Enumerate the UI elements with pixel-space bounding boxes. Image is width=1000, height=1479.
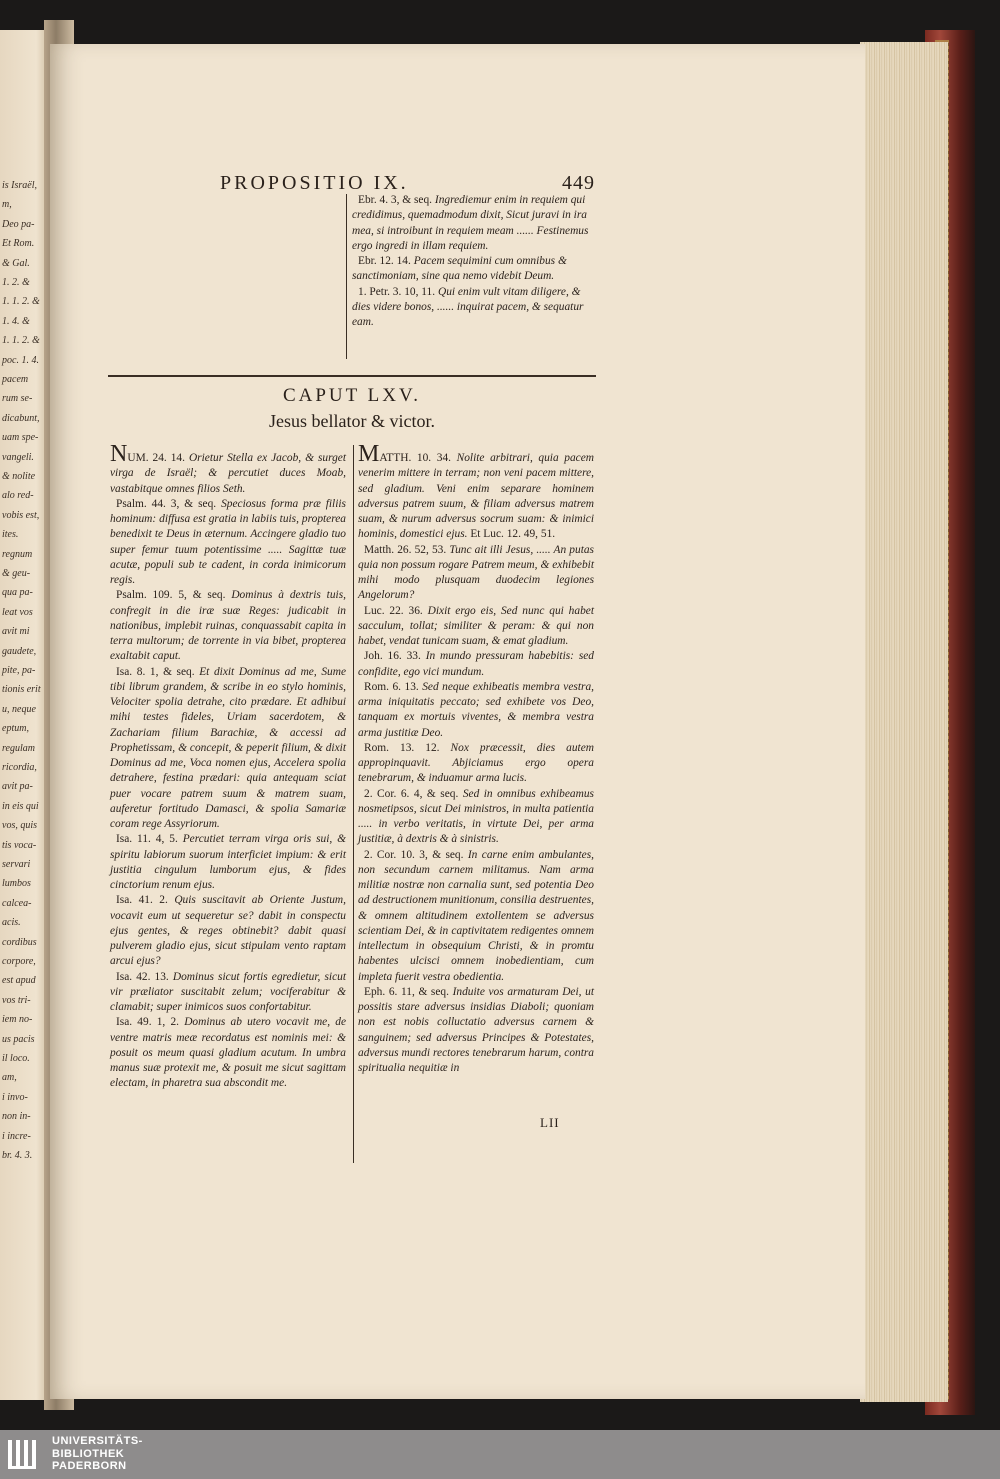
previous-page-fragment: avit mi — [2, 626, 30, 638]
scripture-text: Percutiet terram virga oris sui, & spiritu labiorum suorum interficiet impium: & erit justitia cingulum lumborum ejus, & fides cinctorium renum ejus. — [110, 833, 346, 891]
previous-page-fragment: vos, quis — [2, 820, 37, 832]
scripture-reference: Eph. 6. 11, & seq. — [364, 985, 449, 998]
previous-page-fragment: & Gal. — [2, 257, 30, 269]
previous-page-fragment: dicabunt, — [2, 412, 40, 424]
scripture-reference: Rom. 6. 13. — [364, 680, 419, 693]
running-head: PROPOSITIO IX. — [220, 172, 409, 194]
scripture-entry — [110, 588, 346, 664]
scripture-text: Nox præcessit, dies autem appropinquavit. Abjiciamus ergo opera tenebrarum, & induamur arma lucis. — [358, 741, 594, 785]
scripture-entry — [358, 787, 594, 848]
previous-page-fragment: eptum, — [2, 723, 29, 735]
scripture-reference: Psalm. 109. 5, & seq. — [116, 589, 226, 602]
library-name-line1: UNIVERSITÄTS- — [52, 1435, 143, 1447]
library-name-line2: BIBLIOTHEK — [52, 1447, 125, 1460]
reference-divider — [346, 194, 347, 359]
previous-page-fragment: servari — [2, 859, 31, 870]
scripture-text: Dominus ab utero vocavit me, de ventre matris meæ recordatus est nominis mei: & posuit os meum quasi gladium acutum. In umbra manus suæ protexit me, & posuit me sicut sagittam electam, in pharetra sua abscondit me. — [110, 1016, 346, 1090]
previous-page-fragment: us pacis — [2, 1033, 35, 1045]
scripture-entry — [358, 543, 594, 604]
scripture-entry — [358, 848, 594, 985]
scripture-text: Dominus à dextris tuis, confregit in die iræ suæ Reges: judicabit in nationibus, implebit ruinas, conquassabit capita in terra multorum; de torrente in via bibet, propterea exaltabit caput. — [110, 589, 346, 663]
previous-page-fragment: vangeli. — [2, 451, 34, 463]
scripture-reference: 2. Cor. 10. 3, & seq. — [364, 848, 464, 861]
scripture-text: Qui enim vult vitam diligere, & dies videre bonos, ...... inquirat pacem, & sequatur eam. — [352, 285, 584, 329]
page-number: 449 — [562, 172, 595, 194]
scripture-text: Tunc ait illi Jesus, ..... An putas quia non possum rogare Patrem meum, & exhibebit mihi modo plusquam duodecim legiones Angelorum? — [358, 543, 594, 602]
scripture-text: Nolite arbitrari, quia pacem venerim mittere in terram; non veni pacem mittere, sed gladium. Veni enim separare hominem adversus patrem suum, & filiam adversus matrem suam, & nurum adversus socrum suam: & inimici hominis, domestici ejus. — [358, 452, 595, 541]
scripture-text: In mundo pressuram habebitis: sed confidite, ego vici mundum. — [358, 650, 594, 678]
scripture-text: Ingrediemur enim in requiem qui credidimus, quemadmodum dixit, Sicut juravi in ira mea, si introibunt in requiem meam ...... Festinemus ergo ingredi in illam requiem. — [352, 194, 589, 252]
previous-page-fragment: rum se- — [2, 393, 33, 405]
previous-page-fragment: 1. 1. 2. & — [2, 296, 40, 308]
previous-page-fragment: in eis qui — [2, 800, 39, 812]
scripture-entry — [110, 497, 346, 589]
scripture-entry — [110, 665, 346, 833]
previous-page-fragment: vobis est, — [2, 509, 40, 521]
library-name-line3: PADERBORN — [52, 1460, 127, 1472]
scripture-reference: 2. Cor. 6. 4, & seq. — [364, 787, 459, 800]
scripture-entry — [110, 441, 346, 497]
scripture-entry — [110, 1015, 346, 1091]
drop-capital: M — [358, 441, 380, 467]
previous-page-fragment: am, — [2, 1072, 17, 1084]
chapter-subtitle: Jesus bellator & victor. — [269, 411, 435, 431]
scripture-text: Dominus sicut fortis egredietur, sicut vir præliator suscitabit zelum; vociferabitur & clamabit; super inimicos suos confortabitur. — [110, 970, 346, 1013]
scripture-reference: Psalm. 44. 3, & seq. — [116, 497, 217, 510]
scripture-entry — [358, 604, 594, 650]
scripture-entry — [358, 680, 594, 741]
scripture-text: Sed in omnibus exhibeamus nosmetipsos, sicut Dei ministros, in multa patientia ..... in verbo veritatis, in virtute Dei, per arma justitiæ, à dextris & à sinistris. — [358, 787, 594, 846]
scripture-entry — [352, 254, 592, 285]
chapter-title: CAPUT LXV. — [282, 385, 422, 406]
left-column — [110, 441, 347, 1092]
previous-page-fragment: 1. 1. 2. & — [2, 335, 40, 347]
scripture-entry — [358, 741, 594, 787]
scripture-entry — [110, 893, 346, 969]
previous-page-fragment: gaudete, — [2, 645, 37, 657]
scripture-entry — [358, 985, 594, 1077]
scripture-text: Speciosus forma præ filiis hominum: diffusa est gratia in labiis tuis, propterea benedixit te Deus in æternum. Accingere gladio tuo super femur tuum potentissime ..... Sagittæ tuæ acutæ, populi sub te cadent, in corda inimicorum regis. — [110, 497, 346, 586]
section-rule — [108, 375, 596, 377]
scripture-text: In carne enim ambulantes, non secundum carnem militamus. Nam arma militiæ nostræ non carnalia sunt, sed potentia Deo ad destructionem munitionum, consilia destruentes, & omnem altitudinem extollentem se adversus scientiam Dei, & in captivitatem redigentes omnem intellectum in obsequium Christi, & in promtu habentes ulcisci omnem inobedientiam, cum impleta fuerit vestra obedientia. — [358, 848, 594, 983]
scripture-reference: Isa. 49. 1, 2. — [116, 1016, 179, 1029]
previous-page-fragment: non in- — [2, 1111, 31, 1123]
previous-page-fragment: calcea- — [2, 897, 32, 909]
previous-page-fragment: alo red- — [2, 490, 34, 502]
library-name — [52, 1435, 143, 1473]
previous-page-fragment: is Israël, — [2, 180, 37, 191]
previous-page-fragment: est apud — [2, 975, 36, 987]
previous-page-fragment: iem no- — [2, 1014, 33, 1026]
page-fore-edge — [860, 42, 948, 1402]
previous-page-fragment: & geu- — [2, 568, 31, 579]
scripture-text: Sed neque exhibeatis membra vestra, arma iniquitatis peccato; sed exhibete vos Deo, tanquam ex mortuis viventes, & membra vestra arma justitiæ Deo. — [358, 680, 594, 739]
scripture-reference: Isa. 8. 1, & seq. — [116, 665, 195, 678]
scripture-entry — [358, 441, 595, 543]
previous-page-fragment: Deo pa- — [2, 218, 35, 230]
previous-page-fragment: pacem — [2, 374, 29, 385]
previous-page-fragment: i invo- — [2, 1091, 28, 1103]
previous-page-fragment: regulam — [2, 742, 35, 754]
previous-page-fragment: acis. — [2, 917, 21, 929]
drop-capital: N — [110, 441, 128, 467]
scripture-reference: Rom. 13. 12. — [364, 741, 440, 754]
previous-page-fragment: br. 4. 3. — [2, 1150, 33, 1161]
scripture-text: Et dixit Dominus ad me, Sume tibi librum grandem, & scribe in eo stylo hominis, Velociter spolia detrahe, cito prædare. Et adhibui mihi testes fideles, Uriam sacerdotem, & Zachariam filium Barachiæ, & accessi ad Prophetissam, & concepit, & peperit filium, & dixit Dominus ad me, Voca nomen ejus, Accelera spolia detrahere, festina prædari: quia antequam sciat puer vocare patrem suum & matrem suam, auferetur fortitudo Damasci, & spolia Samariæ coram rege Assyriorum. — [110, 665, 347, 830]
scripture-text: Orietur Stella ex Jacob, & surget virga de Israël; & percutiet duces Moab, vastabitque omnes filios Seth. — [110, 452, 346, 495]
previous-page-fragment: il loco. — [2, 1053, 30, 1064]
previous-page-fragment: corpore, — [2, 956, 36, 967]
scripture-reference: Et Luc. 12. 49, 51. — [470, 528, 556, 541]
previous-page-fragment: cordibus — [2, 936, 37, 948]
previous-page-fragment: 1. 4. & — [2, 315, 30, 327]
previous-page-fragment: & nolite — [2, 471, 36, 482]
scripture-reference: Joh. 16. 33. — [364, 650, 421, 663]
scripture-text: Induite vos armaturam Dei, ut possitis stare adversus insidias Diaboli; quoniam non est nobis colluctatio adversus carnem & sanguinem; sed adversus Principes & Potestates, adversus mundi rectores tenebrarum harum, contra spiritualia nequitiæ in — [358, 985, 594, 1074]
previous-page-fragment: ricordia, — [2, 762, 37, 773]
scripture-reference: 1. Petr. 3. 10, 11. — [358, 285, 436, 298]
top-references — [352, 193, 592, 331]
scripture-entry — [110, 832, 346, 893]
previous-page-fragment: vos tri- — [2, 994, 31, 1006]
column-divider — [353, 445, 354, 1163]
previous-page-fragment: regnum — [2, 548, 33, 560]
previous-page-fragment: poc. 1. 4. — [2, 354, 39, 366]
previous-page-fragment: qua pa- — [2, 587, 33, 599]
scripture-reference: Ebr. 4. 3, & seq. — [358, 194, 433, 206]
previous-page-fragment: ites. — [2, 529, 19, 541]
scripture-reference: Isa. 41. 2. — [116, 894, 168, 907]
previous-page-fragment: pite, pa- — [2, 665, 36, 676]
scripture-text: Pacem sequimini cum omnibus & sanctimoniam, sine qua nemo videbit Deum. — [352, 255, 567, 283]
library-logo-icon — [6, 1436, 42, 1472]
scripture-entry — [352, 285, 592, 331]
previous-page-fragment: u, neque — [2, 703, 36, 715]
scripture-reference: Isa. 42. 13. — [116, 970, 169, 983]
chapter-heading — [108, 385, 596, 432]
previous-page-fragment: m, — [2, 199, 12, 211]
previous-page-fragment: lumbos — [2, 878, 31, 890]
previous-page-fragment: leat vos — [2, 606, 33, 618]
scripture-reference: ATTH. 10. 34. — [379, 452, 451, 464]
scripture-reference: Ebr. 12. 14. — [358, 255, 411, 268]
previous-page-fragment: tis voca- — [2, 839, 37, 851]
scripture-reference: Matth. 26. 52, 53. — [364, 543, 447, 556]
library-footer — [0, 1430, 1000, 1479]
scripture-reference: Isa. 11. 4, 5. — [116, 833, 178, 846]
right-column — [358, 441, 595, 1076]
scripture-reference: UM. 24. 14. — [127, 452, 185, 464]
book-page — [50, 44, 865, 1399]
previous-page-fragment: tionis erit — [2, 684, 41, 696]
scripture-entry — [358, 649, 594, 680]
previous-page-fragment: Et Rom. — [2, 238, 35, 250]
previous-page-fragment: avit pa- — [2, 781, 33, 793]
printer-signature: LII — [540, 1115, 560, 1130]
previous-page-fragment: 1. 2. & — [2, 277, 30, 288]
scripture-text: Dixit ergo eis, Sed nunc qui habet sacculum, tollat; similiter & peram: & qui non habet, vendat tunicam suam, & emat gladium. — [358, 604, 594, 647]
scripture-reference: Luc. 22. 36. — [364, 604, 423, 617]
previous-page-fragment: uam spe- — [2, 432, 39, 444]
scripture-entry — [352, 193, 592, 254]
scripture-entry — [110, 970, 346, 1016]
previous-page-fragment: i incre- — [2, 1130, 31, 1142]
scripture-text: Quis suscitavit ab Oriente Justum, vocavit eum ut sequeretur se? dabit in conspectu ejus gentes, & reges obtinebit? dabit quasi pulverem gladio ejus, sicut stipulam vento raptam arcui ejus? — [110, 894, 346, 968]
